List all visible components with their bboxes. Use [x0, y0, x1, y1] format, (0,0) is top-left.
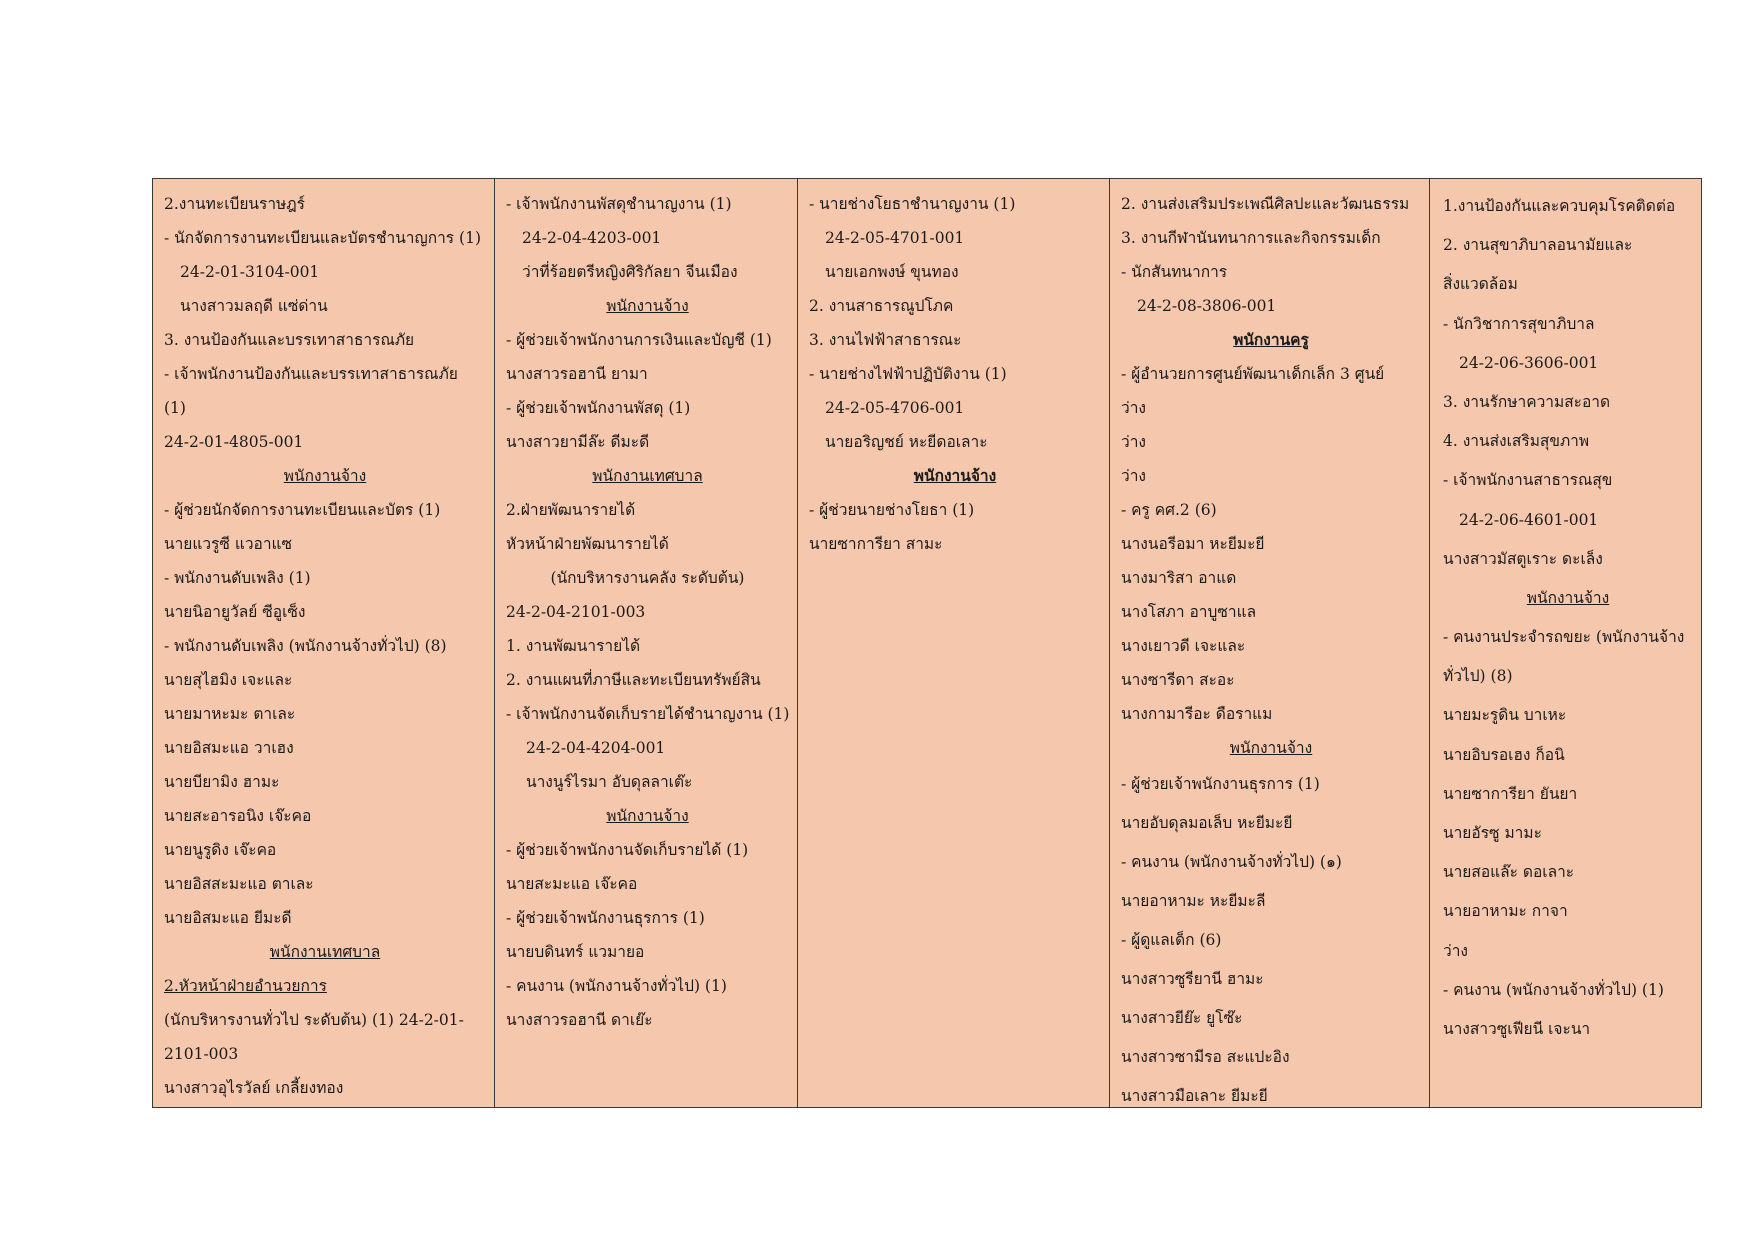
position-code: 24-2-08-3806-001: [1137, 297, 1277, 315]
text-line: ทั่วไป) (8): [1443, 667, 1513, 686]
text-line: - ผู้ดูแลเด็ก (6): [1121, 931, 1222, 949]
person-name: นายสะมะแอ เจ๊ะคอ: [506, 875, 638, 893]
position-code: 24-2-04-2101-003: [506, 603, 646, 621]
person-name: นายอาหามะ หะยีมะลี: [1121, 892, 1266, 910]
person-name: นายบียามิง ฮามะ: [164, 773, 280, 791]
text-line: 3. งานกีฬานันทนาการและกิจกรรมเด็ก: [1121, 229, 1381, 247]
section-heading: 2.หัวหน้าฝ่ายอำนวยการ: [164, 977, 327, 995]
text-line: - คนงานประจำรถขยะ (พนักงานจ้าง: [1443, 628, 1685, 647]
position-code: 24-2-06-4601-001: [1459, 510, 1599, 529]
text-line: 3. งานป้องกันและบรรเทาสาธารณภัย: [164, 331, 415, 349]
person-name: นางสาวยีย๊ะ ยูโซ๊ะ: [1121, 1009, 1243, 1027]
person-name: นายนูรูดิง เจ๊ะคอ: [164, 841, 277, 859]
text-line: 2. งานสุขาภิบาลอนามัยและ: [1443, 236, 1633, 255]
text-line: - ผู้ช่วยเจ้าพนักงานธุรการ (1): [506, 909, 705, 927]
person-name: นางกามารีอะ ดือราแม: [1121, 705, 1273, 723]
person-name: นายสุไฮมิง เจะและ: [164, 671, 293, 689]
text-line: - ผู้ช่วยนายช่างโยธา (1): [809, 501, 975, 519]
text-line: - ผู้ช่วยเจ้าพนักงานธุรการ (1): [1121, 775, 1320, 793]
text-line: - เจ้าพนักงานป้องกันและบรรเทาสาธารณภัย: [164, 365, 458, 383]
text-line: 3. งานรักษาความสะอาด: [1443, 392, 1611, 411]
text-line: 4. งานส่งเสริมสุขภาพ: [1443, 432, 1590, 451]
section-heading: พนักงานจ้าง: [1229, 739, 1313, 757]
person-name: นางสาวมือเลาะ ยีมะยี: [1121, 1087, 1268, 1105]
person-name: นางสาวรอฮานี ยามา: [506, 365, 648, 383]
section-heading: พนักงานเทศบาล: [269, 943, 381, 961]
text-line: - นักจัดการงานทะเบียนและบัตรชำนาญการ (1): [164, 229, 482, 247]
text-line: - คนงาน (พนักงานจ้างทั่วไป) (1): [1443, 980, 1664, 999]
person-name: นางนูร์ไรมา อับดุลลาเต๊ะ: [526, 773, 693, 791]
text-line: 2.ฝ่ายพัฒนารายได้: [506, 501, 636, 519]
text-line: 1.งานป้องกันและควบคุมโรคติดต่อ: [1443, 197, 1676, 215]
person-name: ว่าที่ร้อยตรีหญิงศิริกัลยา จีนเมือง: [522, 263, 738, 281]
person-name: นายซาการียา สามะ: [809, 535, 943, 553]
person-name: นางเยาวดี เจะและ: [1121, 637, 1246, 655]
text-line: - ผู้ช่วยเจ้าพนักงานพัสดุ (1): [506, 399, 691, 417]
vacant-label: ว่าง: [1443, 941, 1468, 960]
section-heading: พนักงานจ้าง: [606, 297, 689, 315]
person-name: นายอาหามะ กาจา: [1443, 902, 1568, 921]
column-5: [1430, 179, 1701, 1107]
person-name: นางสาวอุไรวัลย์ เกลี้ยงทอง: [164, 1079, 344, 1097]
section-heading: พนักงานจ้าง: [913, 466, 997, 485]
column-4: [1110, 179, 1430, 1107]
text-line: (1): [164, 399, 186, 417]
text-line: (นักบริหารงานคลัง ระดับต้น): [550, 569, 745, 587]
position-code: 24-2-04-4204-001: [526, 739, 666, 757]
section-heading: พนักงานจ้าง: [606, 807, 689, 825]
person-name: นายอริญชย์ หะยีดอเลาะ: [825, 433, 988, 451]
text-line: - ครู คศ.2 (6): [1121, 501, 1217, 519]
text-line: 2. งานสาธารณูปโภค: [809, 297, 954, 315]
text-line: - ผู้ช่วยนักจัดการงานทะเบียนและบัตร (1): [164, 501, 441, 519]
person-name: นายบดินทร์ แวมายอ: [506, 943, 645, 961]
text-line: 2. งานแผนที่ภาษีและทะเบียนทรัพย์สิน: [506, 671, 761, 689]
text-line: - นายช่างโยธาชำนาญงาน (1): [809, 195, 1016, 213]
column-3: [798, 179, 1110, 1107]
text-line: 2. งานส่งเสริมประเพณีศิลปะและวัฒนธรรม: [1121, 195, 1410, 213]
person-name: นายซาการียา ยันยา: [1443, 784, 1578, 803]
text-line: - ผู้ช่วยเจ้าพนักงานการเงินและบัญชี (1): [506, 331, 772, 349]
text-line: 1. งานพัฒนารายได้: [506, 637, 641, 655]
person-name: นางมาริสา อาแด: [1121, 569, 1237, 587]
person-name: นางสาวมัสตูเราะ ดะเล็ง: [1443, 549, 1603, 568]
position-code: 24-2-01-4805-001: [164, 433, 304, 451]
person-name: นางนอรีอมา หะยีมะยี: [1121, 535, 1265, 553]
person-name: นางสาวยามีล๊ะ ดีมะดี: [506, 433, 650, 451]
person-name: นางสาวซามีรอ สะแปะอิง: [1121, 1048, 1290, 1066]
person-name: นายเอกพงษ์ ขุนทอง: [825, 263, 959, 281]
person-name: นางสาวซูเฟียนี เจะนา: [1443, 1019, 1591, 1038]
person-name: นายอัรซู มามะ: [1443, 824, 1542, 842]
section-heading: พนักงานเทศบาล: [592, 467, 703, 485]
position-code: 24-2-05-4701-001: [825, 229, 965, 247]
text-line: 3. งานไฟฟ้าสาธารณะ: [809, 331, 962, 349]
position-code: 24-2-04-4203-001: [522, 229, 662, 247]
position-code: 24-2-01-3104-001: [180, 263, 320, 281]
section-heading: พนักงานจ้าง: [1526, 588, 1610, 607]
person-name: นางสาวรอฮานี ดาเย๊ะ: [506, 1011, 653, 1029]
text-line: - พนักงานดับเพลิง (1): [164, 569, 311, 587]
person-name: นายอิสมะแอ วาเฮง: [164, 739, 294, 757]
section-heading: พนักงานครู: [1233, 330, 1309, 349]
vacant-label: ว่าง: [1121, 467, 1146, 485]
text-line: - นายช่างไฟฟ้าปฏิบัติงาน (1): [809, 365, 1007, 383]
person-name: นายอับดุลมอเล็บ หะยีมะยี: [1121, 814, 1293, 832]
text-line: - เจ้าพนักงานจัดเก็บรายได้ชำนาญงาน (1): [506, 705, 790, 723]
text-line: - นักวิชาการสุขาภิบาล: [1443, 314, 1595, 333]
person-name: นายมาหะมะ ตาเละ: [164, 705, 296, 723]
text-line: - เจ้าพนักงานพัสดุชำนาญงาน (1): [506, 195, 732, 213]
text-line: (นักบริหารงานทั่วไป ระดับต้น) (1) 24-2-01-: [164, 1011, 464, 1029]
position-code: 2101-003: [164, 1045, 239, 1063]
vacant-label: ว่าง: [1121, 399, 1146, 417]
person-name: นายสะอารอนิง เจ๊ะคอ: [164, 807, 312, 825]
person-name: นายนิอายูวัลย์ ซีอูเซ็ง: [164, 603, 306, 621]
person-name: นางสาวมลฤดี แซ่ด่าน: [180, 297, 328, 315]
text-line: - คนงาน (พนักงานจ้างทั่วไป) (1): [506, 977, 727, 995]
person-name: นายอิสสะมะแอ ตาเละ: [164, 875, 314, 893]
section-heading: พนักงานจ้าง: [283, 467, 367, 485]
vacant-label: ว่าง: [1121, 433, 1146, 451]
text-line: หัวหน้าฝ่ายพัฒนารายได้: [506, 535, 669, 553]
text-line: - ผู้ช่วยเจ้าพนักงานจัดเก็บรายได้ (1): [506, 841, 749, 859]
person-name: นางโสภา อาบูซาแล: [1121, 603, 1257, 621]
organization-table: [152, 178, 1702, 1108]
column-2: [495, 179, 798, 1107]
position-code: 24-2-06-3606-001: [1459, 353, 1599, 372]
person-name: นางสาวซูรียานี ฮามะ: [1121, 970, 1264, 988]
text-line: สิ่งแวดล้อม: [1443, 275, 1518, 294]
text-line: - ผู้อำนวยการศูนย์พัฒนาเด็กเล็ก 3 ศูนย์: [1121, 365, 1385, 383]
person-name: นายอิสมะแอ ยีมะดี: [164, 909, 292, 927]
text-line: - นักสันทนาการ: [1121, 263, 1228, 281]
column-1: [153, 179, 495, 1107]
position-code: 24-2-05-4706-001: [825, 399, 965, 417]
text-line: 2.งานทะเบียนราษฎร์: [164, 195, 305, 213]
text-line: - พนักงานดับเพลิง (พนักงานจ้างทั่วไป) (8): [164, 637, 447, 655]
text-line: - คนงาน (พนักงานจ้างทั่วไป) (๑): [1121, 853, 1342, 871]
person-name: นายมะรูดิน บาเหะ: [1443, 706, 1567, 725]
person-name: นายสอแล๊ะ ดอเลาะ: [1443, 863, 1575, 882]
text-line: - เจ้าพนักงานสาธารณสุข: [1443, 471, 1613, 490]
person-name: นายอิบรอเฮง ก็อนิ: [1443, 745, 1565, 764]
person-name: นางซารีดา สะอะ: [1121, 671, 1235, 689]
person-name: นายแวรูซี แวอาแซ: [164, 535, 293, 553]
